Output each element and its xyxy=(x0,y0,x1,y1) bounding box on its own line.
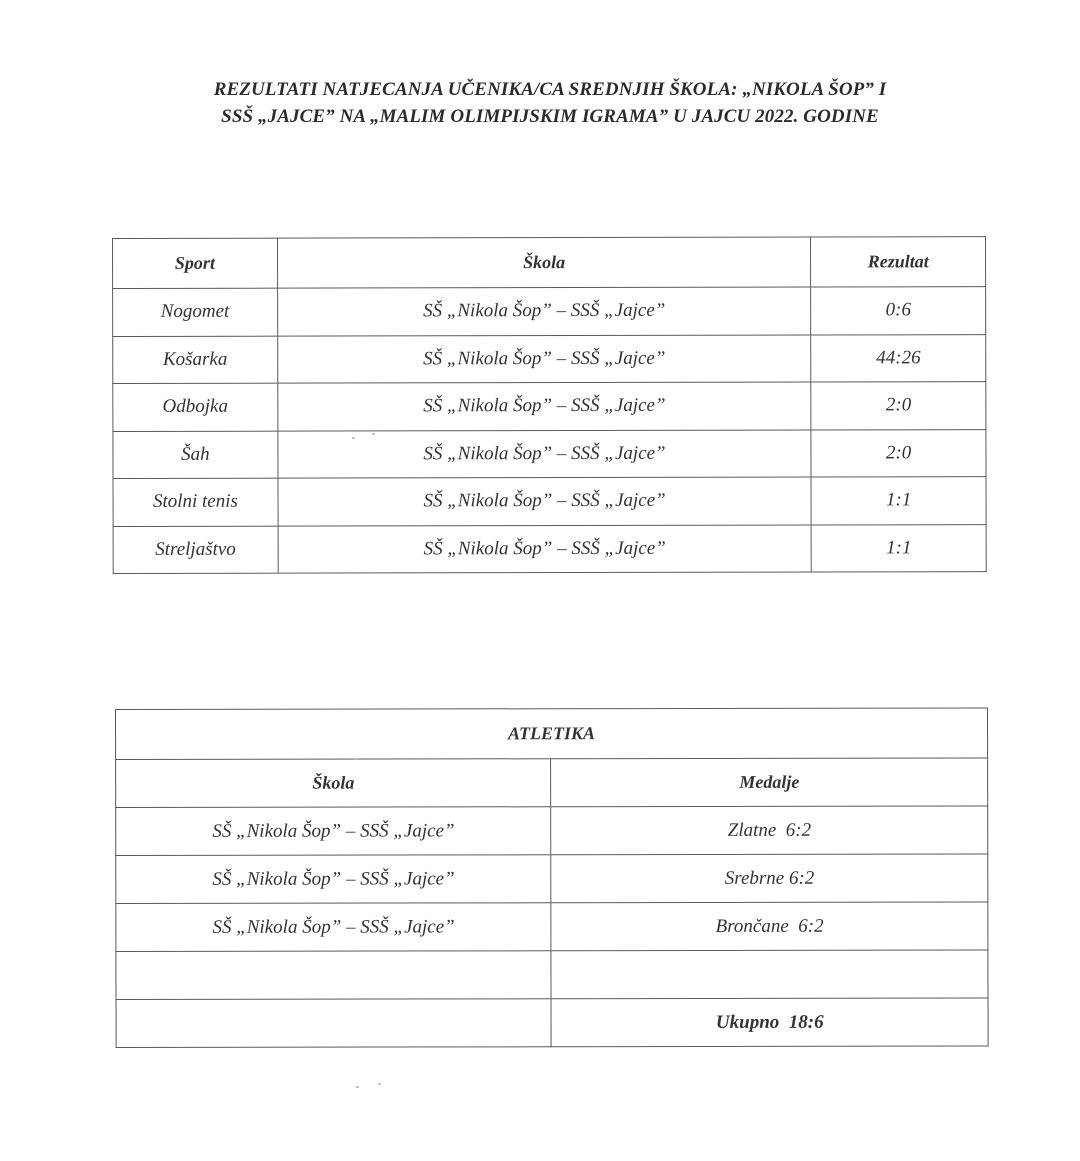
table-row xyxy=(113,524,986,573)
cell-total: Ukupno 18:6 xyxy=(551,998,988,1047)
cell-medals: Srebrne 6:2 xyxy=(551,854,988,903)
cell-empty xyxy=(551,950,988,999)
cell-empty xyxy=(116,999,552,1048)
title-line-2: SSŠ „JAJCE” NA „MALIM OLIMPIJSKIM IGRAMA” U JAJCU 2022. GODINE xyxy=(221,106,879,127)
cell-result: 0:6 xyxy=(811,287,986,335)
cell-sport: Streljaštvo xyxy=(113,526,278,574)
table-row xyxy=(113,287,986,336)
scan-speck xyxy=(372,433,375,435)
athletics-caption: ATLETIKA xyxy=(116,708,988,760)
cell-medals: Brončane 6:2 xyxy=(551,902,988,951)
cell-school: SŠ „Nikola Šop” – SSŠ „Jajce” xyxy=(116,903,552,952)
table-row xyxy=(116,902,988,952)
table-row xyxy=(113,382,986,431)
athletics-table xyxy=(115,707,989,1048)
header-result: Rezultat xyxy=(811,237,986,287)
cell-sport: Šah xyxy=(113,431,278,479)
cell-school: SŠ „Nikola Šop” – SSŠ „Jajce” xyxy=(278,382,812,431)
table-row-total xyxy=(116,998,988,1048)
table-row-empty xyxy=(116,950,988,1000)
cell-school: SŠ „Nikola Šop” – SSŠ „Jajce” xyxy=(116,807,552,856)
header-medals: Medalje xyxy=(551,758,988,807)
header-school: Škola xyxy=(277,237,811,288)
scan-speck xyxy=(355,758,358,760)
title-line-1: REZULTATI NATJECANJA UČENIKA/CA SREDNJIH ŠKOLA: „NIKOLA ŠOP” I xyxy=(213,79,887,100)
cell-result: 2:0 xyxy=(811,429,986,477)
cell-result: 1:1 xyxy=(811,524,986,572)
cell-school: SŠ „Nikola Šop” – SSŠ „Jajce” xyxy=(278,477,812,526)
table-row xyxy=(113,334,986,383)
cell-school: SŠ „Nikola Šop” – SSŠ „Jajce” xyxy=(116,855,552,904)
scan-speck xyxy=(356,1086,359,1088)
cell-school: SŠ „Nikola Šop” – SSŠ „Jajce” xyxy=(278,430,812,479)
table-row xyxy=(116,854,988,904)
cell-school: SŠ „Nikola Šop” – SSŠ „Jajce” xyxy=(277,335,811,384)
cell-sport: Stolni tenis xyxy=(113,478,278,526)
cell-sport: Košarka xyxy=(113,336,278,384)
table-row xyxy=(116,806,988,856)
table-row xyxy=(113,477,986,526)
scan-speck xyxy=(378,1083,381,1085)
cell-empty xyxy=(116,951,552,1000)
table-row xyxy=(113,429,986,478)
results-table xyxy=(112,236,987,574)
cell-result: 1:1 xyxy=(811,477,986,525)
document-title xyxy=(110,76,990,130)
cell-sport: Odbojka xyxy=(113,383,278,431)
header-school: Škola xyxy=(116,759,552,808)
cell-result: 44:26 xyxy=(811,334,986,382)
cell-medals: Zlatne 6:2 xyxy=(551,806,988,855)
athletics-caption-row xyxy=(116,708,988,760)
scan-speck xyxy=(352,437,355,439)
cell-sport: Nogomet xyxy=(113,288,278,336)
cell-result: 2:0 xyxy=(811,382,986,430)
cell-school: SŠ „Nikola Šop” – SSŠ „Jajce” xyxy=(278,525,812,574)
header-sport: Sport xyxy=(113,238,278,288)
athletics-header-row xyxy=(116,758,988,808)
cell-school: SŠ „Nikola Šop” – SSŠ „Jajce” xyxy=(277,287,811,336)
results-header-row xyxy=(113,237,986,289)
